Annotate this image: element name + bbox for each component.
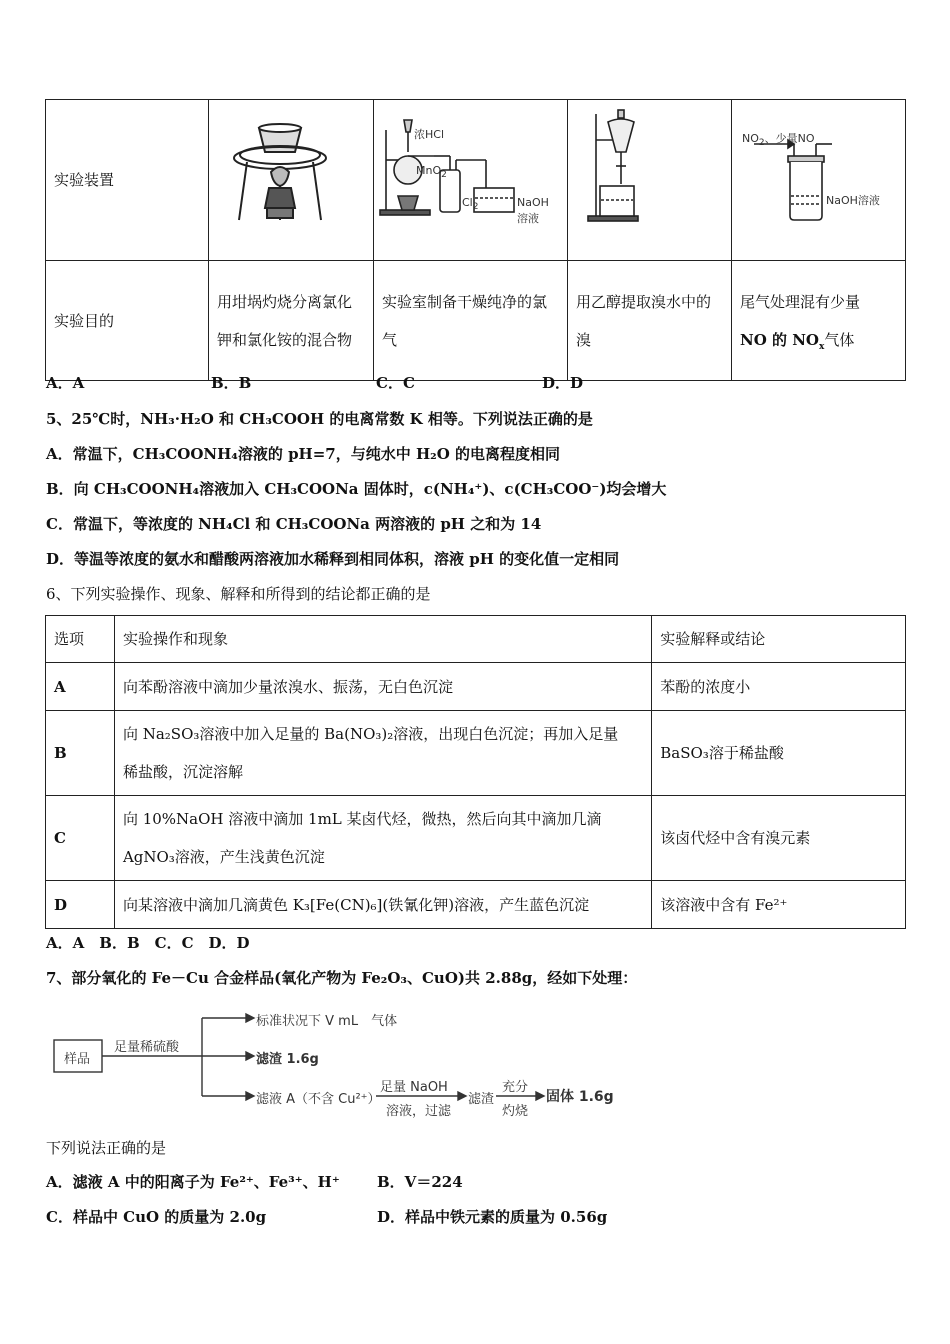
label-no2-text: NO <box>742 132 759 145</box>
q6-header-operation: 实验操作和现象 <box>114 616 651 663</box>
crucible-apparatus-icon <box>209 100 373 246</box>
q6-row-a-option: A <box>46 663 115 711</box>
label-conc-hcl: 浓HCl <box>414 128 445 141</box>
separatory-funnel-icon <box>568 100 731 246</box>
q6-stem: 6、下列实验操作、现象、解释和所得到的结论都正确的是 <box>46 585 431 603</box>
label-cl2-text: Cl <box>462 196 473 209</box>
purpose-a: 用坩埚灼烧分离氯化钾和氯化铵的混合物 <box>209 261 374 381</box>
q7-options-row2 <box>46 1207 607 1227</box>
q7-stem: 7、部分氧化的 Fe－Cu 合金样品(氧化产物为 Fe₂O₃、CuO)共 2.88g，经如下处理： <box>46 969 638 987</box>
q6-header-conclusion: 实验解释或结论 <box>652 616 906 663</box>
q7-flowchart <box>46 1004 626 1119</box>
q7-options-row1 <box>46 1172 463 1192</box>
q6-header-option: 选项 <box>46 616 115 663</box>
q6-row-c-conclusion: 该卤代烃中含有溴元素 <box>652 796 906 881</box>
flow-residue: 滤渣 1.6g <box>256 1052 319 1067</box>
q6-row-b-option: B <box>46 711 115 796</box>
purpose-d-line2: NO 的 NO <box>740 330 819 349</box>
q6-row-d-operation: 向某溶液中滴加几滴黄色 K₃[Fe(CN)₆](铁氰化钾)溶液，产生蓝色沉淀 <box>114 881 651 929</box>
q5-stem: 5、25℃时，NH₃·H₂O 和 CH₃COOH 的电离常数 K 相等。下列说法正确的是 <box>46 410 593 428</box>
label-mno2-text: MnO <box>416 164 442 177</box>
label-mno2: MnO$_2$ <box>416 164 447 181</box>
label-little-no: 、少量NO <box>764 132 815 145</box>
q6-table <box>45 615 906 929</box>
q5-option-a: A．常温下，CH₃COONH₄溶液的 pH=7，与纯水中 H₂O 的电离程度相同 <box>46 445 560 463</box>
purpose-b: 实验室制备干燥纯净的氯气 <box>374 261 568 381</box>
flow-solid: 固体 1.6g <box>546 1089 614 1105</box>
flow-naoh-bottom: 溶液，过滤 <box>386 1104 452 1119</box>
label-no2: $NO_2$、少量NO <box>742 132 815 149</box>
purpose-d-line1: 尾气处理混有少量 <box>740 292 861 311</box>
q6-row-b-op-line2: 稀盐酸，沉淀溶解 <box>122 763 243 781</box>
flow-acid: 足量稀硫酸 <box>114 1040 180 1055</box>
apparatus-c-cell <box>568 100 732 261</box>
apparatus-b-cell <box>374 100 568 261</box>
apparatus-a-cell <box>209 100 374 261</box>
q4-option-a: A．A <box>46 374 85 392</box>
label-naoh: NaOH <box>517 196 549 209</box>
purpose-d <box>732 261 906 381</box>
q6-options: A．A B．B C．C D．D <box>46 934 250 952</box>
q7-option-d: D．样品中铁元素的质量为 0.56g <box>377 1208 608 1226</box>
q5-option-b: B．向 CH₃COONH₄溶液加入 CH₃COONa 固体时，c(NH₄⁺)、c(CH₃COO⁻)均会增大 <box>46 480 667 498</box>
q4-row1-label: 实验装置 <box>46 100 209 261</box>
q6-row-b-conclusion: BaSO₃溶于稀盐酸 <box>652 711 906 796</box>
q4-row2-label: 实验目的 <box>46 261 209 381</box>
q6-row-b-op-line1: 向 Na₂SO₃溶液中加入足量的 Ba(NO₃)₂溶液，出现白色沉淀；再加入足量 <box>122 725 619 743</box>
apparatus-d-cell <box>732 100 906 261</box>
q7-option-a: A．滤液 A 中的阳离子为 Fe²⁺、Fe³⁺、H⁺ <box>46 1173 340 1191</box>
flow-burn-top: 充分 <box>502 1080 529 1095</box>
q4-option-c: C．C <box>376 374 415 392</box>
flow-filtrate: 滤液 A（不含 Cu²⁺） <box>256 1092 381 1107</box>
purpose-d-sub: x <box>819 341 825 352</box>
q6-row-d-conclusion: 该溶液中含有 Fe²⁺ <box>652 881 906 929</box>
q4-option-d: D．D <box>542 374 584 392</box>
q6-row-c-op-line2: AgNO₃溶液，产生浅黄色沉淀 <box>122 848 325 866</box>
purpose-d-line3: 气体 <box>824 330 855 349</box>
flow-gas: 标准状况下 V mL 气体 <box>256 1014 398 1029</box>
q6-row-c-op-line1: 向 10%NaOH 溶液中滴加 1mL 某卤代烃，微热，然后向其中滴加几滴 <box>122 810 602 828</box>
q6-row-c-option: C <box>46 796 115 881</box>
q4-options <box>46 373 583 393</box>
flow-naoh-top: 足量 NaOH <box>380 1080 448 1095</box>
flow-residue2: 滤渣 <box>468 1092 495 1107</box>
q6-row-d-option: D <box>46 881 115 929</box>
flow-burn-bottom: 灼烧 <box>502 1104 529 1119</box>
label-solution: 溶液 <box>517 212 539 225</box>
flow-sample: 样品 <box>64 1052 91 1067</box>
q7-option-b: B．V＝224 <box>377 1173 463 1191</box>
q6-row-a-conclusion: 苯酚的浓度小 <box>652 663 906 711</box>
q4-table <box>45 99 906 381</box>
q5-option-c: C．常温下，等浓度的 NH₄Cl 和 CH₃COONa 两溶液的 pH 之和为 14 <box>46 515 542 533</box>
q4-option-b: B．B <box>211 374 252 392</box>
q6-row-c-operation <box>114 796 651 881</box>
purpose-c: 用乙醇提取溴水中的溴 <box>568 261 732 381</box>
label-naoh-solution: NaOH溶液 <box>826 194 880 207</box>
label-cl2: $Cl_2$ <box>462 196 479 213</box>
q5-option-d: D．等温等浓度的氨水和醋酸两溶液加水稀释到相同体积，溶液 pH 的变化值一定相同 <box>46 550 620 568</box>
q6-row-a-operation: 向苯酚溶液中滴加少量浓溴水、振荡，无白色沉淀 <box>114 663 651 711</box>
q7-option-c: C．样品中 CuO 的质量为 2.0g <box>46 1208 267 1226</box>
q7-prompt: 下列说法正确的是 <box>46 1139 167 1157</box>
q6-row-b-operation <box>114 711 651 796</box>
